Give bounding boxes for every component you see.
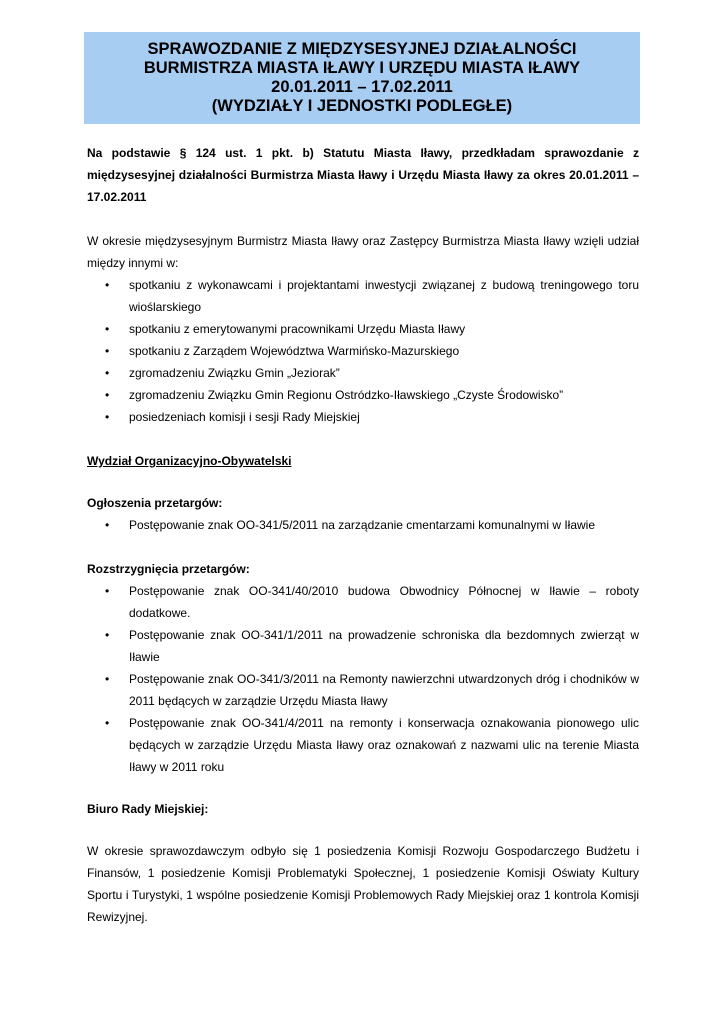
section-heading-organizational: Wydział Organizacyjno-Obywatelski xyxy=(87,454,292,468)
resolutions-heading: Rozstrzygnięcia przetargów: xyxy=(87,562,250,576)
announcements-list xyxy=(87,514,639,536)
title-banner xyxy=(84,32,640,124)
title-line-2: BURMISTRZA MIASTA IŁAWY I URZĘDU MIASTA IŁAWY xyxy=(143,59,581,77)
meetings-lead: W okresie międzysesyjnym Burmistrz Miasta Iławy oraz Zastępcy Burmistrza Miasta Iławy wzięli udział między innymi w: xyxy=(87,234,639,270)
list-item: • Postępowanie znak OO-341/4/2011 na remonty i konserwacja oznakowania pionowego ulic będących w zarządzie Urzędu Miasta Iławy oraz oznakowań z nazwami ulic na terenie Miasta Iławy w 2011 roku xyxy=(87,712,639,778)
list-item: • Postępowanie znak OO-341/5/2011 na zarządzanie cmentarzami komunalnymi w Iławie xyxy=(87,514,639,536)
list-item: • Postępowanie znak OO-341/3/2011 na Remonty nawierzchni utwardzonych dróg i chodników w 2011 będących w zarządzie Urzędu Miasta Iławy xyxy=(87,668,639,712)
list-item: • spotkaniu z emerytowanymi pracownikami Urzędu Miasta Iławy xyxy=(87,318,639,340)
title-line-4: (WYDZIAŁY I JEDNOSTKI PODLEGŁE) xyxy=(211,97,513,115)
list-item: • posiedzeniach komisji i sesji Rady Miejskiej xyxy=(87,406,639,428)
announcements-heading: Ogłoszenia przetargów: xyxy=(87,496,223,510)
title-line-1: SPRAWOZDANIE Z MIĘDZYSESYJNEJ DZIAŁALNOŚCI xyxy=(147,40,577,58)
list-item: • spotkaniu z Zarządem Województwa Warmińsko-Mazurskiego xyxy=(87,340,639,362)
list-item: • zgromadzeniu Związku Gmin „Jeziorak” xyxy=(87,362,639,384)
title-line-3: 20.01.2011 – 17.02.2011 xyxy=(271,78,453,96)
list-item: • spotkaniu z wykonawcami i projektantami inwestycji związanej z budową treningowego toru wioślarskiego xyxy=(87,274,639,318)
meetings-list xyxy=(87,274,639,428)
document-body xyxy=(87,142,639,928)
intro-paragraph: Na podstawie § 124 ust. 1 pkt. b) Statutu Miasta Iławy, przedkładam sprawozdanie z międzysesyjnej działalności Burmistrza Miasta Iławy i Urzędu Miasta Iławy za okres 20.01.2011 – 17.02.2011 xyxy=(87,146,639,204)
list-item: • Postępowanie znak OO-341/40/2010 budowa Obwodnicy Północnej w Iławie – roboty dodatkowe. xyxy=(87,580,639,624)
council-office-heading: Biuro Rady Miejskiej: xyxy=(87,802,209,816)
council-office-paragraph: W okresie sprawozdawczym odbyło się 1 posiedzenia Komisji Rozwoju Gospodarczego Budżetu i Finansów, 1 posiedzenie Komisji Problematyki Społecznej, 1 posiedzenie Komisji Oświaty Kultury Sportu i Turystyki, 1 wspólne posiedzenie Komisji Problemowych Rady Miejskiej oraz 1 kontrola Komisji Rewizyjnej. xyxy=(87,844,639,924)
list-item: • zgromadzeniu Związku Gmin Regionu Ostródzko-Iławskiego „Czyste Środowisko” xyxy=(87,384,639,406)
resolutions-list xyxy=(87,580,639,778)
list-item: • Postępowanie znak OO-341/1/2011 na prowadzenie schroniska dla bezdomnych zwierząt w Iławie xyxy=(87,624,639,668)
